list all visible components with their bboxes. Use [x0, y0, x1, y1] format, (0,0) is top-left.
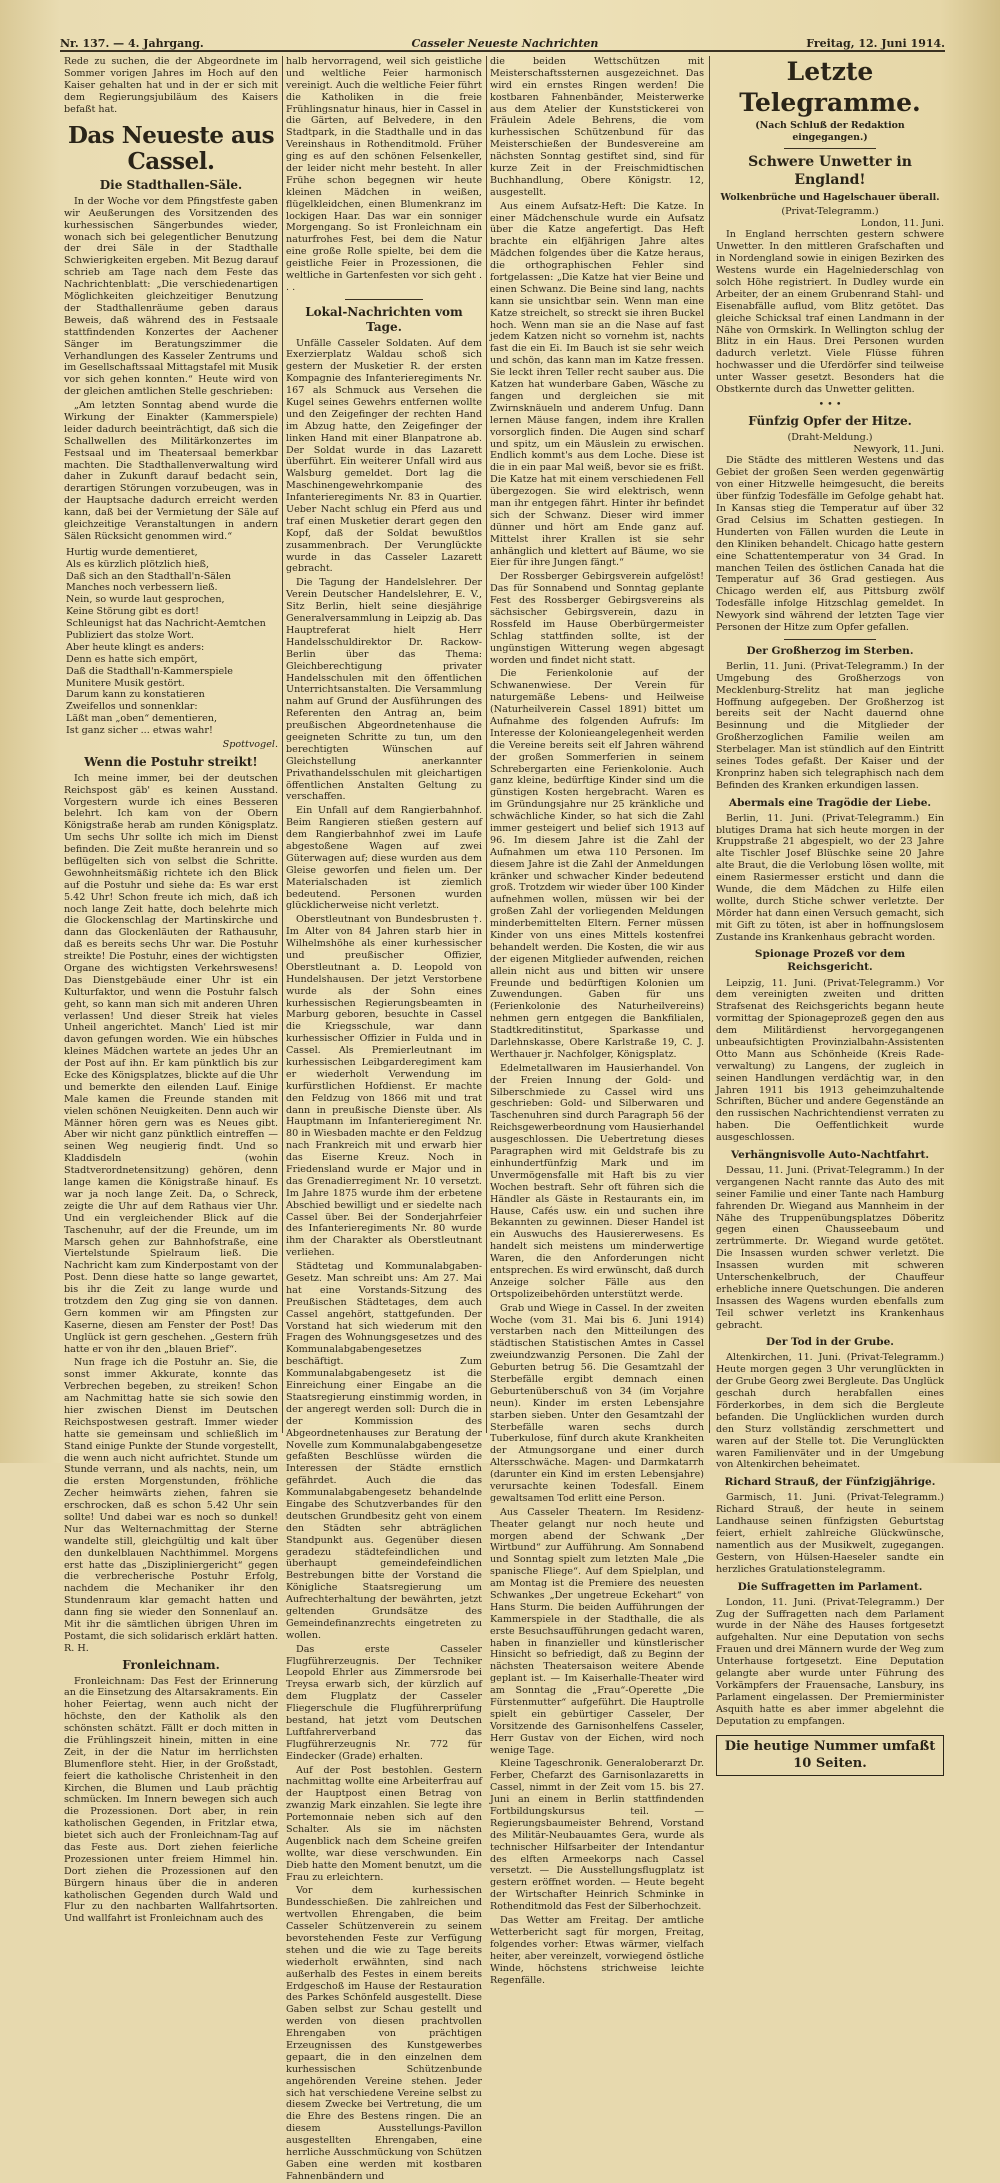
- paragraph: Der Rossberger Gebirgsverein aufgelöst! Das für Sonnabend und Sonntag geplante Fest des Rossberger Gebirgsvereins als sächsischer Gebirgsverein, dazu in Rossfeld im Hause Oberbürgermeister Schlag stattfinden sollte, ist der ungünstigen Witterung wegen abgesagt worden und findet nicht statt.: [490, 571, 704, 666]
- paragraph: halb hervorragend, weil sich geistliche und weltliche Feier harmonisch vereinigt. Auch die weltliche Feier führt die Katholiken in die freie Frühlingsnatur hinaus, hier in Cassel in die Gärten, auf Belvedere, in den Stadtpark, in die Stadthalle und in das Vereinshaus in Rothenditmold. Früher ging es auf den schönen Felsenkeller, der leider nicht mehr besteht. In aller Frühe schon begegnen wir heute kleinen Mädchen in weißen, flügelkleidchen, einen Blumenkranz im lockigen Haar. Das war ein sonniger Morgengang. So ist Fronleichnam ein naturfrohes Fest, bei dem die Natur eine große Rolle spielte, bei dem die geistliche Feier in Prozessionen, die weltliche in Gartenfesten vor sich geht . . .: [286, 56, 482, 293]
- column-2: [286, 56, 482, 2182]
- article-title: Die Stadthallen-Säle.: [99, 178, 243, 193]
- article-title: Fronleichnam.: [122, 1657, 220, 1672]
- poem-line: Munitere Musik gestört.: [66, 677, 185, 689]
- paragraph: In England herrschten gestern schwere Unwetter. In den mittleren Grafschaften und in Nordengland sowie in einigen Bezirken des Westens wurde ein Hagelniederschlag von solch Höhe registriert. In Dudley wurde ein Arbeiter, der an einem Grubenrand Stahl- und Eisenabfälle auflud, vom Blitz getötet. Das gleiche Schicksal traf einen Landmann in der Nähe von Ormskirk. In Wellington schlug der Blitz in ein Haus. Drei Personen wurden dadurch verletzt. Viele Flüsse führen hochwasser und die Uferdörfer sind teilweise unter Wasser gesetzt. Besonders hat die Obstkernte durch das Unwetter gelitten.: [716, 229, 944, 396]
- paragraph: „Am letzten Sonntag abend wurde die Wirkung der Einakter (Kammerspiele) leider dadurch beeinträchtigt, daß sich die Schallwellen des Militärkonzertes im Festsaal und im Theatersaal bemerkbar machten. Die Stadthallenverwaltung wird daher in Zukunft darauf bedacht sein, derartigen Störungen vorzubeugen, was in der Hauptsache dadurch erreicht werden kann, daß bei der Vermietung der Säle auf gleichzeitige Veranstaltungen in andern Sälen Rücksicht genommen wird.“: [64, 400, 278, 542]
- column-4: [716, 56, 944, 1771]
- paragraph: Die Ferienkolonie auf der Schwanenwiese. Der Verein für naturgemäße Lebens- und Heilweise (Naturheilverein Cassel 1891) bittet um Aufnahme des folgenden Aufrufs: Im Interesse der Kolonieangelegenheit werden die Vereine bereits seit elf Jahren während der großen Sommerferien in seinem Schrebergarten eine Ferienkolonie. Auch ganz kleine, bedürftige Kinder sind um die günstigen Kosten hergebracht. Waren es im Gründungsjahre nur 25 kränkliche und schwächliche Kinder, so hat sich die Zahl immer gesteigert und belief sich 1913 auf 96. Im diesem Jahre ist die Zahl der Aufnahmen um etwa 110 Personen. Im diesem Jahre ist die Zahl der Anmeldungen kränker und schwacher Kinder bedeutend groß. Trotzdem wir wieder über 100 Kinder aufnehmen wollen, müssen wir bei der großen Zahl der vorliegenden Meldungen minderbemittelten Eltern. Ferner müssen Kinder von uns eines Mittels kostenfrei behandelt werden. Die Kosten, die wir aus der eigenen Mitglieder aufwenden, reichen allein nicht aus und bitten wir unsere Freunde und bedürftigen Kolonien um Zuwendungen. Gaben für uns (Ferienkolonie des Naturheilvereins) nehmen gern entgegen die Bankfilialen, Stadtkreditinstitut, Sparkasse und Darlehnskasse, Obere Karlstraße 19, C. J. Werthauer jr. Nachfolger, Königsplatz.: [490, 668, 704, 1060]
- paragraph: Unfälle Casseler Soldaten. Auf dem Exerzierplatz Waldau schoß sich gestern der Musketier R. der ersten Kompagnie des Infanterieregiments Nr. 167 als Schmuck aus Versehen die Kugel seines Gewehrs entfernen wollte und den Zeigefinger der rechten Hand im Abzug hatte, den Zeigefinger der linken Hand mit einer Blanpatrone ab. Der Soldat wurde in das Lazarett überführt. Ein weiterer Unfall wird aus Walsburg gemeldet. Dort lag die Maschinengewehrkompanie des Infanterieregiments Nr. 83 in Quartier. Ueber Nacht schlug ein Pferd aus und traf einen Musketier derart gegen den Kopf, daß der Soldat bewußtlos zusammenbrach. Der Verunglückte wurde in das Casseler Lazarett gebracht.: [286, 337, 482, 575]
- divider: [345, 299, 423, 300]
- paragraph: London, 11. Juni. (Privat-Telegramm.) Der Zug der Suffragetten nach dem Parlament wurde in der Nähe des Hauses fortgesetzt aufgehalten. Nur eine Deputation von sechs Frauen und drei Männern wurde der Weg zum Unterhause fortgesetzt. Eine Deputation gelangte aber wurde unter Führung des Vorkämpfers der Frauensache, Lansbury, ins Parlament eingelassen. Der Premierminister Asquith hatte es aber immer abgelehnt die Deputation zu empfangen.: [716, 1596, 944, 1727]
- newspaper-name: Casseler Neueste Nachrichten: [411, 37, 599, 50]
- poem-line: Manches noch verbessern ließ.: [66, 582, 218, 594]
- column-3: [490, 56, 704, 1986]
- paragraph: Städtetag und Kommunalabgaben-Gesetz. Man schreibt uns: Am 27. Mai hat eine Vorstands-Sitzung des Preußischen Städtetages, dem auch Cassel angehört, stattgefunden. Der Vorstand hat sich wiederum mit den Fragen des Wohnungsgesetzes und des Kommunalabgabengesetzes beschäftigt. Zum Kommunalabgabengesetz ist die Einreichung einer Eingabe an die Staatsregierung einstimmig worden, in der angeregt werden soll: Durch die in der Kommission des Abgeordnetenhauses zur Beratung der Novelle zum Kommunalabgabengesetze gefaßten Beschlüsse würden die Interessen der Städte ernstlich gefährdet. Auch die das Kommunalabgabengesetz behandelnde Eingabe des Schutzverbandes für den deutschen Grundbesitz geht von einem den Städten sehr abträglichen Standpunkt aus. Gegenüber diesen geradezu städtefeindlichen und überhaupt gemeindefeindlichen Bestrebungen bitte der Vorstand die Königliche Staatsregierung um Aufrechterhaltung der bewährten, jetzt geltenden Grundsätze des Gemeindefinanzrechts eingetreten zu wollen.: [286, 1261, 482, 1641]
- poem-line: Ist ganz sicher ... etwas wahr!: [66, 725, 213, 737]
- paragraph: Grab und Wiege in Cassel. In der zweiten Woche (vom 31. Mai bis 6. Juni 1914) verstarben nach den Mitteilungen des städtischen Statistischen Amtes in Cassel zweiundzwanzig Personen. Die Zahl der Geburten betrug 56. Die Gesamtzahl der Sterbefälle ergibt demnach einen Geburtenüberschuß von 34 (im Vorjahre neun). Kinder im ersten Lebensjahre starben sieben. Unter den Gesamtzahl der Sterbefälle waren sechs durch Tuberkulose, fünf durch akute Krankheiten der Atmungsorgane und einer durch Altersschwäche. Magen- und Darmkatarrh (darunter ein Kind im ersten Lebensjahre) verursachte keinen Todesfall. Einem gewaltsamen Tod erlitt eine Person.: [490, 1302, 704, 1504]
- telegram-headline: Spionage Prozeß vor dem Reichsgericht.: [754, 948, 906, 974]
- column-rule: [282, 56, 283, 1433]
- poem-line: Daß sich an den Stadthall'n-Sälen: [66, 570, 231, 582]
- paragraph: Vor dem kurhessischen Bundesschießen. Die zahlreichen und wertvollen Ehrengaben, die beim Casseler Schützenverein zu seinem bevorstehenden Feste zur Verfügung stehen und die wie zu Tage bereits wiederholt erwähnten, sind nach außerhalb des Festes in einem bereits Erdgeschoß im Hause der Restauration des Parkes Schönfeld ausgestellt. Diese Gaben selbst zur Schau gestellt und werden von diesen prachtvollen Ehrengaben von prächtigen Erzeugnissen des Kunstgewerbes gepaart, die in den einzelnen dem kurhessischen Schützenbunde angehörenden Vereine stehen. Jeder sich hat verschiedene Vereine selbst zu diesem Zwecke bei Vertretung, die um die Ehre des Bestens ringen. Die an diesem Ausstellungs-Pavillon ausgestellten Ehrengaben, eine herrliche Ausschmückung von Schützen Gaben eine werden mit kostbaren Fahnenbändern und: [286, 1885, 482, 2182]
- column-1: [64, 56, 278, 1925]
- telegram-headline: Verhängnisvolle Auto-Nachtfahrt.: [730, 1148, 930, 1161]
- poem-line: Darum kann zu konstatieren: [66, 689, 205, 701]
- paragraph: Ein Unfall auf dem Rangierbahnhof. Beim Rangieren stießen gestern auf dem Rangierbahnhof zwei im Laufe abgestoßene Wagen auf zwei Güterwagen auf; diese wurden aus dem Gleise geworfen und fielen um. Der Materialschaden ist ziemlich bedeutend. Personen wurden glücklicherweise nicht verletzt.: [286, 805, 482, 912]
- paragraph: Ich meine immer, bei der deutschen Reichspost gäb' es keinen Ausstand. Vorgestern wurde ich eines Besseren belehrt. Ich kam von der Obern Königstraße herab am runden Königsplatz. Um sechs Uhr sollte ich mich im Dienst befinden. Die Zeit mußte heranrein und so beflügelten sich von selbst die Schritte. Gewohnheitsmäßig richtete ich den Blick auf die Postuhr und siehe da: Es war erst 5.42 Uhr! Schon freute ich mich, daß ich noch lange Zeit hatte, doch belehrte mich die Glockenschlag der Martinskirche und dann das Glockenläuten der Rathausuhr, daß es bereits sechs Uhr war. Die Postuhr streikte! Die Postuhr, eines der wichtigsten Organe des wichtigsten Verkehrswesens! Das Dienstgebäude einer Uhr ist ein Kulturfaktor, und wenn die Postuhr falsch geht, so kann man sich mit anderen Uhren verlassen! Und dieser Streik hat vieles Unheil angerichtet. Manch' Lied ist mir davon gefungen worden. Wie ein hübsches kleines Mädchen wartete an jedes Uhr an der Post auf ihn. Er kam pünktlich bis zur Ecke des Königsplatzes, blickte auf die Uhr und bemerkte den eilenden Lauf. Einige Male kamen die Freunde standen mit vielen schönen Neuigkeiten. Denn auch wir Männer hören gern was es Neues gibt. Aber wir nicht ganz pünktlich eintreffen — seinen Weg neugierig findt. Und so Kladdisdeln (wohin Stadtverordnetensitzung) gehören, denn lange kamen die Königstraße hinauf. Es war ja noch lange Zeit. Da, o Schreck, zeigte die Uhr auf dem Rathaus vier Uhr. Und ein vergleichender Blick auf die Taschenuhr, auf der die Freunde, um im Marsch gehen zur Bahnhofstraße, eine Viertelstunde Spielraum ließ. Die Nachricht kam zum Kinderpostamt von der Post. Denn diese hatte so lange gewartet, bis ihr die Zeit zu lange wurde und trotzdem den Zug ging sie von dannen. Gern kommen wir am Pfingsten zur Kaserne, diesen am Fenster der Post! Das Unglück ist gern geschehen. „Gestern früh hatte er von ihr den „blauen Brief“.: [64, 772, 278, 1355]
- divider-dot: • • •: [818, 398, 842, 410]
- paragraph: Altenkirchen, 11. Juni. (Privat-Telegramm.) Heute morgen gegen 3 Uhr verunglückten in der Grube Georg zwei Bergleute. Das Unglück geschah durch herabfallen eines Förderkorbes, in dem sich die Bergleute befanden. Die Unglücklichen wurden durch den Sturz vollständig zerschmettert und waren auf der Stelle tot. Die Verunglückten waren Familienväter und in der Umgebung von Altenkirchen beheimatet.: [716, 1352, 944, 1471]
- paragraph: Edelmetallwaren im Hausierhandel. Von der Freien Innung der Gold- und Silberschmiede zu Cassel wird uns geschrieben: Gold- und Silberwaren und Taschenuhren sind durch Paragraph 56 der Reichsgewerbeordnung vom Hausierhandel ausgeschlossen. Die Uebertretung dieses Paragraphen wird mit Geldstrafe bis zu einhundertfünfzig Mark und im Unvermögensfalle mit Haft bis zu vier Wochen bestraft. Sehr oft führen sich die Händler als Gäste in Restaurants ein, im Hause, Cafés usw. ein und suchen ihre Bekannten zu gewinnen. Dieser Handel ist ein Auswuchs des Hausiererwesens. Es handelt sich meistens um minderwertige Waren, die den Anforderungen nicht entsprechen. Es wird erwünscht, daß durch Anzeige solcher Fälle aus den Ortspolizeibehörden unterstützt werde.: [490, 1062, 704, 1300]
- poem-line: Schleunigst hat das Nachricht-Aemtchen: [66, 618, 266, 630]
- paragraph: Das Wetter am Freitag. Der amtliche Wetterbericht sagt für morgen, Freitag, folgendes vorher: Etwas wärmer, vielfach heiter, aber vereinzelt, vorwiegend östliche Winde, höchstens strichweise leichte Regenfälle.: [490, 1915, 704, 1986]
- telegram-dateline: London, 11. Juni.: [860, 217, 944, 229]
- divider: [784, 639, 875, 640]
- poem-line: Als es kürzlich plötzlich hieß,: [66, 558, 210, 570]
- paragraph: Die Städte des mittleren Westens und das Gebiet der großen Seen werden gegenwärtig von einer Hitzwelle heimgesucht, die bereits über fünfzig Todesfälle im Gefolge gehabt hat. In Kansas stieg die Temperatur auf über 32 Grad Celsius im Schatten gestiegen. In Hunderten von Fällen wurden die Leute in den Kliniken behandelt. Chicago hatte gestern eine Schattentemperatur von 34 Grad. In manchen Teilen des östlichen Canada hat die Temperatur auf 36 Grad gestiegen. Aus Chicago werden elf, aus Pittsburg zwölf Todesfälle infolge Hitzschlag gemeldet. In Newyork sind während der letzten Tage vier Personen der Hitze zum Opfer gefallen.: [716, 455, 944, 633]
- column-rule: [709, 56, 710, 1433]
- poem-line: Daß die Stadthall'n-Kammerspiele: [66, 665, 233, 677]
- paragraph: Aus Casseler Theatern. Im Residenz-Theater gelangt nur noch heute und morgen abend der Schwank „Der Wirtbund“ zur Aufführung. Am Sonnabend und Sonntag spielt zum letzten Male „Die spanische Fliege“. Auf dem Spielplan, und am Montag ist die Premiere des neuesten Schwankes „Der ungetreue Eckehart“ von Hans Sturm. Die beiden Aufführungen der Kammerspiele in der Stadthalle, die als erste Besuchsaufführungen gedacht waren, haben in finanzieller und künstlerischer Hinsicht so befriedigt, daß zu Beginn der nächsten Theatersaison weitere Abende geplant ist. — Im Kaiserhalle-Theater wird am Sonntag die „Frau“-Operette „Die Fürstenmutter“ aufgeführt. Die Hauptrolle spielt ein gebürtiger Casseler, Der Vorsitzende des Garnisonhelfens Casseler, Herr Gustav von der Eichen, wird noch wenige Tage.: [490, 1506, 704, 1756]
- telegram-dateline: Newyork, 11. Juni.: [853, 443, 944, 455]
- paragraph: Nun frage ich die Postuhr an. Sie, die sonst immer Akkurate, konnte das Verbrechen begeben, zu streiken! Schon am Nachmittag hatte sie sich sowie den hier zwischen Dienst im Deutschen Reichspostwesen gestraft. Immer wieder hatte sie gemeinsam und schließlich im Stand einige Punkte der Stunde vorgestellt, die wenn auch nicht aufrichtet. Stunde um Stunde verrann, und als nachts, nein, um die ersten Morgenstunden, fröhliche Zecher heimwärts ziehen, fahren sie erschrocken, daß es schon 5.42 Uhr sein sollte! Und dabei war es noch so dunkel! Nur das Welternachmittag der Sterne wandelte still, gleichgültig und kalt über den dunkelblauen Nachthimmel. Morgens erst hatte das „Diszipliniergericht“ gegen die verbrecherische Postuhr Erfolg, nachdem die Mechaniker ihr den Stundenraum klar gemacht hatten und dann fing sie wieder den Sonnenlauf an. Mit ihr die sämtlichen übrigen Uhren im Postamt, die sich solidarisch erklärt hatten. R. H.: [64, 1357, 278, 1654]
- paragraph: die beiden Wettschützen mit Meisterschaftssternen ausgezeichnet. Das wird ein ernstes Ringen werden! Die kostbaren Fahnenbänder, Meisterwerke aus dem Atelier der Kunststickerei von Fräulein Adele Behrens, die vom kurhessischen Schützenbund für das Meisterschießen der Bundesvereine am nächsten Sonntag gestiftet sind, sind für kurze Zeit in der Freischmidtischen Buchhandlung, Obere Königstr. 12, ausgestellt.: [490, 56, 704, 198]
- poem-line: Hurtig wurde dementieret,: [66, 546, 198, 558]
- paragraph: Rede zu suchen, die der Abgeordnete im Sommer vorigen Jahres im Hoch auf den Kaiser gehalten hat und in der er sich mit dem Regierungsjubiläum des Kaisers befaßt hat.: [64, 56, 278, 115]
- telegram-headline: Abermals eine Tragödie der Liebe.: [728, 796, 932, 809]
- telegram-headline: Schwere Unwetter in England!: [748, 154, 912, 188]
- poem-line: Publiziert das stolze Wort.: [66, 629, 194, 641]
- telegram-headline: Richard Strauß, der Fünfzigjährige.: [724, 1476, 936, 1489]
- poem-line: Denn es hatte sich empört,: [66, 653, 198, 665]
- telegram-subheadline: Wolkenbrüche und Hagelschauer überall.: [720, 192, 940, 204]
- paragraph: Dessau, 11. Juni. (Privat-Telegramm.) In der vergangenen Nacht rannte das Auto des mit seiner Familie und einer Tante nach Hamburg fahrenden Dr. Wiegand aus Mannheim in der Nähe des Truppenübungsplatzes Döberitz gegen einen Chausseebaum und zertrümmerte. Dr. Wiegand wurde getötet. Die Insassen wurden schwer verletzt. Die Insassen wurden mit schweren Unterschenkelbruch, der Chauffeur erhebliche innere Quetschungen. Die anderen Insassen des Wagens wurden ebenfalls zum Teil schwer verletzt ins Krankenhaus gebracht.: [716, 1164, 944, 1331]
- paragraph: Das erste Casseler Flugführerzeugnis. Der Techniker Leopold Ehrler aus Zimmersrode bei Treysa erwarb sich, der kürzlich auf dem Flugplatz der Casseler Fliegerschule die Flugführerprüfung bestand, hat jetzt vom Deutschen Luftfahrerverband das Flugführerzeugnis Nr. 772 für Eindecker (Grade) erhalten.: [286, 1643, 482, 1762]
- paragraph: Kleine Tageschronik. Generaloberarzt Dr. Ferber, Chefarzt des Garnisonlazaretts in Cassel, nimmt in der Zeit vom 15. bis 27. Juni an einem in Berlin stattfindenden Fortbildungskursus teil. — Regierungsbaumeister Behrend, Vorstand des Militär-Neubauamtes Gera, wurde als technischer Hilfsarbeiter der Intendantur des elften Armeekorps nach Cassel versetzt. — Die Ausstellungsflugplatz ist gestern eröffnet worden. — Heute begeht der Wirtschafter Heinrich Schminke in Rothenditmold das Fest der Silberhochzeit.: [490, 1758, 704, 1913]
- paragraph: Aus einem Aufsatz-Heft: Die Katze. In einer Mädchenschule wurde ein Aufsatz über die Katze angefertigt. Das Heft brachte ein elfjährigen Jahre altes Mädchen folgendes über die Katze heraus, die orthographischen Fehler sind fortgelassen: „Die Katze hat vier Beine und einen Schwanz. Die Beine sind lang, nachts kann sie unsichtbar sein. Wenn man eine Katze streichelt, so streckt sie ihren Buckel hoch. Wenn man sie an die Nase auf fast jedem Katzen nicht so vornehm ist, nachts fast die ein Ei. Im Bauch ist sie sehr weich und schön, das kann man im Katze fressen. Sie leckt ihren Teller recht sauber aus. Die Katzen hat wunderbare Gaben, Wäsche zu fangen und dergleichen sie mit Zwirnsknäueln und anderem Unfug. Dann lernen Mäuse fangen, indem ihre Krallen vorsorglich finden. Die Augen sind scharf und spitz, um ein Mäuslein zu erwischen. Endlich kommt's aus dem Loche. Diese ist die in ein paar Mal weiß, bevor sie es frißt. Die Katze hat mit einem verschiedenen Fell übergezogen. Sie wird elektrisch, wenn man ihr entgegen fährt. Hinter ihr befindet sich der Schwanz. Dieser wird immer dünner und hört am Ende ganz auf. Mittelst ihrer Krallen ist sie sehr anhänglich und klettert auf Bäume, wo sie Eier für ihre Jungen fängt.“: [490, 200, 704, 569]
- telegram-section-title: Letzte Telegramme.: [739, 57, 921, 117]
- page-count-box: Die heutige Nummer umfaßt 10 Seiten.: [716, 1735, 944, 1775]
- section-title: Das Neueste aus Cassel.: [67, 122, 275, 175]
- poem-line: Läßt man „oben“ dementieren,: [66, 713, 218, 725]
- issue-date: Freitag, 12. Juni 1914.: [806, 37, 945, 50]
- paragraph: Berlin, 11. Juni. (Privat-Telegramm.) Ein blutiges Drama hat sich heute morgen in der Kruppstraße 21 abgespielt, wo der 23 Jahre alte Tischler Josef Blüschke seine 20 Jahre alte Braut, die die Verlobung lösen wollte, mit einem Rasiermesser ersticht und dann die Wunde, die dem Mädchen zu Hilfe eilen wollte, durch Stiche schwer verletzte. Der Mörder hat dann einen Versuch gemacht, sich mit Gift zu töten, ist aber in hoffnungslosem Zustande ins Krankenhaus gebracht worden.: [716, 812, 944, 943]
- paragraph: Garmisch, 11. Juni. (Privat-Telegramm.) Richard Strauß, der heute in seinem Landhause seinen fünfzigsten Geburtstag feiert, erhielt zahlreiche Glückwünsche, namentlich aus der Musikwelt, zugegangen. Gestern, von Hülsen-Haeseler sandte ein herzliches Gratulationstelegramm.: [716, 1492, 944, 1575]
- poem-signature: Spottvogel.: [222, 739, 278, 750]
- paragraph: In der Woche vor dem Pfingstfeste gaben wir Aeußerungen des Vorsitzenden des kurhessischen Sängerbundes wieder, wonach sich bei gelegentlicher Benutzung der drei Säle in der Stadthalle Schwierigkeiten ergeben. Mit Bezug darauf schrieb am Tage nach dem Feste das Nachrichtenblatt: „Die verschiedenartigen Möglichkeiten gleichzeitiger Benutzung der Stadthallenräume geben daraus Beweis, daß während des in Festsaale stattfindenden Konzertes der Aachener Sänger im Beratungszimmer die Verhandlungen des Kasseler Zentrums und im Gesellschaftssaal Mittagstafel mit Musik vor sich gehen konnten.“ Heute wird von der gleichen amtlichen Stelle geschrieben:: [64, 195, 278, 398]
- telegram-headline: Der Tod in der Grube.: [766, 1336, 894, 1349]
- article-title: Wenn die Postuhr streikt!: [84, 754, 258, 769]
- page-header: [60, 28, 945, 52]
- telegram-agency: (Privat-Telegramm.): [781, 205, 879, 217]
- paragraph: Leipzig, 11. Juni. (Privat-Telegramm.) Vor dem vereinigten zweiten und dritten Strafsenat des Reichsgerichts begann heute vormittag der Spionageprozeß gegen den aus dem Militärdienst hervorgegangenen unbeaufsichtigten Provinzialbahn-Assistenten Otto Mann aus Schönheide (Kreis Rade-verwaltung) zu Langens, der zugleich in seinen Handlungen verdächtig war, in den Jahren 1911 bis 1913 geheimzuhaltende Schriften, Bücher und andere Gegenstände an den russischen Nachrichtendienst verraten zu haben. Die Oeffentlichkeit wurde ausgeschlossen.: [716, 977, 944, 1144]
- telegram-headline: Die Suffragetten im Parlament.: [737, 1580, 923, 1593]
- issue-number: Nr. 137. — 4. Jahrgang.: [60, 37, 204, 50]
- poem-line: Zweifellos und sonnenklar:: [66, 701, 198, 713]
- telegram-section-subtitle: (Nach Schluß der Redaktion eingegangen.): [755, 120, 905, 143]
- paragraph: Oberstleutnant von Bundesbrusten †. Im Alter von 84 Jahren starb hier in Wilhelmshöhe als einer kurhessischer und preußischer Offizier, Oberstleutnant a. D. Leopold von Hundelshausen. Der jetzt Verstorbene wurde als der Sohn eines kurhessischen Regierungsbeamten in Marburg geboren, besuchte in Cassel die Kriegsschule, war dann kurhessischer Offizier in Fulda und in Cassel. Als Premierleutnant im kurhessischen Leibgarderegiment kam er wiederholt Verwendung im kurfürstlichen Hofdienst. Er machte den Feldzug von 1866 mit und trat dann in preußische Dienste über. Als Hauptmann im Infanterieregiment Nr. 80 in Wiesbaden machte er den Feldzug nach Frankreich mit und erwarb hier das Eiserne Kreuz. Noch in Friedensland wurde er Major und in das Grenadierregiment Nr. 10 versetzt. Im Jahre 1875 wurde ihm der erbetene Abschied bewilligt und er siedelte nach Cassel über. Bei der Sonderjahrfeier des Infanterieregiments Nr. 80 wurde ihm der Charakter als Oberstleutnant verliehen.: [286, 914, 482, 1259]
- telegram-agency: (Draht-Meldung.): [787, 431, 873, 443]
- section-title: Lokal-Nachrichten vom Tage.: [305, 304, 463, 334]
- poem-line: Nein, so wurde laut gesprochen,: [66, 594, 225, 606]
- paragraph: Fronleichnam: Das Fest der Erinnerung an die Einsetzung des Altarsakraments. Ein hoher Feiertag, wenn auch nicht der höchste, den der Katholik als den schönsten schätzt. Fällt er doch mitten in die Frühlingszeit hinein, mitten in eine Zeit, in der die Natur im herrlichsten Blumenflore steht. Hier, in der Großstadt, feiert die katholische Christenheit in den Kirchen, die Blumen und Laub prächtig schmücken. Im Innern bewegen sich auch die Prozessionen. Dort aber, in rein katholischen Gegenden, in Fritzlar etwa, bietet sich auch der Fronleichnam-Tag auf das Feste aus. Dort ziehen feierliche Prozessionen unter freiem Himmel hin. Dort ziehen die Prozessionen auf den Bürgern hinaus über die in anderen katholischen Gegenden durch Wald und Flur zu den nachbarten Wallfahrtsorten. Und wallfahrt ist Fronleichnam auch des: [64, 1675, 278, 1925]
- poem: [66, 547, 278, 737]
- paragraph: Auf der Post bestohlen. Gestern nachmittag wollte eine Arbeiterfrau auf der Hauptpost einen Betrag von zwanzig Mark einzahlen. Sie legte ihre Portemonnaie neben sich auf den Schalter. Als sie im nächsten Augenblick nach dem Scheine greifen wollte, war diese verschwunden. Ein Dieb hatte den Moment benutzt, um die Frau zu erleichtern.: [286, 1764, 482, 1883]
- telegram-headline: Fünfzig Opfer der Hitze.: [748, 413, 912, 428]
- telegram-headline: Der Großherzog im Sterben.: [746, 644, 914, 657]
- divider: [784, 148, 875, 149]
- poem-line: Keine Störung gibt es dort!: [66, 606, 200, 618]
- poem-line: Aber heute klingt es anders:: [66, 641, 205, 653]
- paragraph: Berlin, 11. Juni. (Privat-Telegramm.) In der Umgebung des Großherzogs von Mecklenburg-Strelitz hat man jegliche Hoffnung aufgegeben. Der Großherzog ist bereits seit der Nacht dauernd ohne Besinnung und die Mitglieder der Großherzoglichen Familie weilen am Sterbelager. Man ist stündlich auf den Eintritt seines Todes gefaßt. Der Kaiser und der Kronprinz haben sich telegraphisch nach dem Befinden des Kranken erkundigen lassen.: [716, 660, 944, 791]
- paragraph: Die Tagung der Handelslehrer. Der Verein Deutscher Handelslehrer, E. V., Sitz Berlin, hielt seine diesjährige Generalversammlung in Leipzig ab. Das Hauptreferat hielt Herr Handelsschuldirektor Dr. Rackow-Berlin über das Thema: Gleichberechtigung privater Handelsschulen mit den öffentlichen Unterrichtsanstalten. Die Versammlung nahm auf Grund der Ausführungen des Referenten den Antrag an, beim preußischen Abgeordnetenhause die geeigneten Schritte zu tun, um den berechtigten Wünschen auf Gleichstellung anerkannter Privathandelsschulen mit gleichartigen öffentlichen Anstalten Geltung zu verschaffen.: [286, 577, 482, 803]
- column-rule: [486, 56, 487, 1433]
